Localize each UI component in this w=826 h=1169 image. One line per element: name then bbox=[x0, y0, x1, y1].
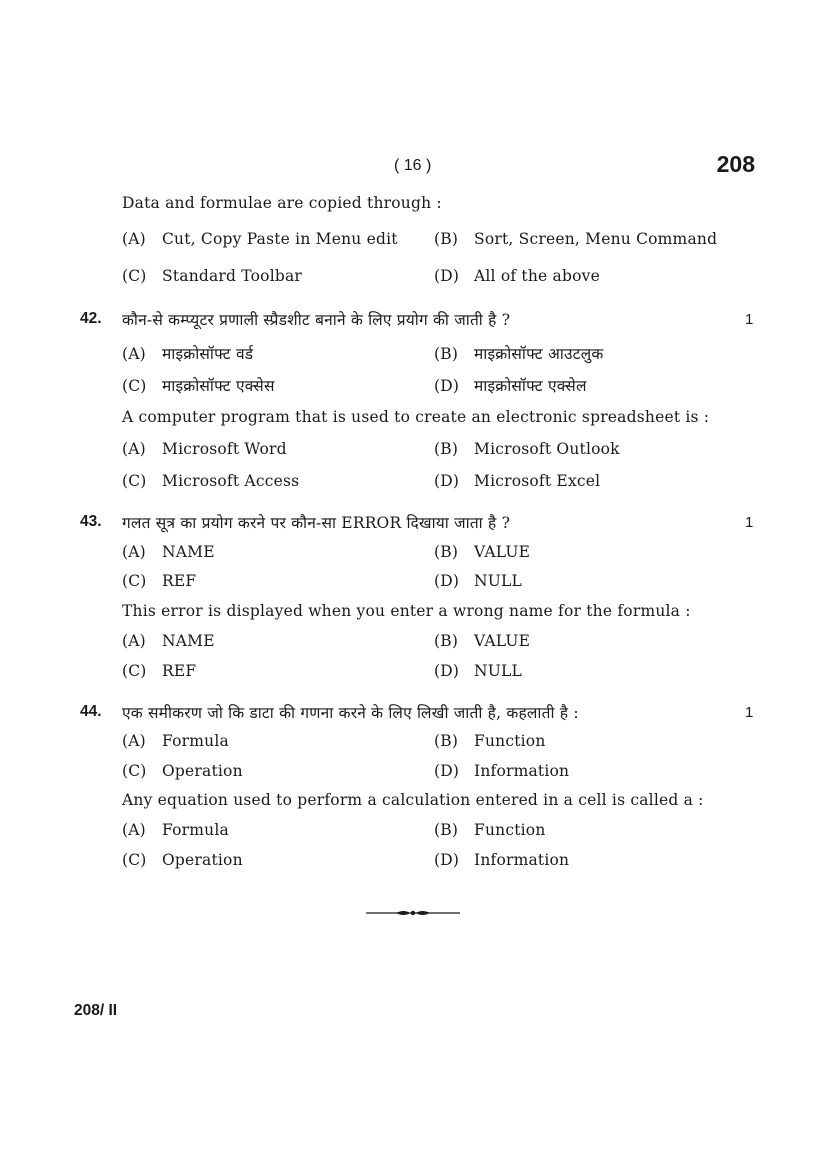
option-label: (A) bbox=[122, 230, 146, 248]
option-label: (A) bbox=[122, 632, 146, 650]
q44-option-b-hi bbox=[434, 732, 546, 750]
option-text: Information bbox=[474, 762, 570, 780]
option-label: (B) bbox=[434, 632, 459, 650]
q42-question-english: A computer program that is used to create an electronic spreadsheet is : bbox=[122, 408, 710, 426]
option-text: REF bbox=[162, 572, 197, 590]
ornamental-divider bbox=[366, 906, 460, 920]
option-text: माइक्रोसॉफ्ट एक्सेस bbox=[162, 377, 275, 395]
q44-marks: 1 bbox=[745, 704, 754, 721]
option-label: (B) bbox=[434, 230, 459, 248]
option-label: (D) bbox=[434, 662, 460, 680]
q43-question-english: This error is displayed when you enter a wrong name for the formula : bbox=[122, 602, 691, 620]
option-text: Microsoft Word bbox=[162, 440, 287, 458]
option-label: (D) bbox=[434, 851, 460, 869]
q44-option-c-en bbox=[122, 851, 243, 869]
q44-option-d-hi bbox=[434, 762, 569, 780]
q43-option-c-en bbox=[122, 662, 196, 680]
option-text: Function bbox=[474, 821, 546, 839]
option-text: VALUE bbox=[474, 543, 531, 561]
option-text: VALUE bbox=[474, 632, 531, 650]
q44-option-d-en bbox=[434, 851, 569, 869]
option-text: Formula bbox=[162, 732, 229, 750]
q43-option-a-en bbox=[122, 632, 215, 650]
q41-option-a-en bbox=[122, 230, 398, 248]
option-label: (D) bbox=[434, 572, 460, 590]
page-number: ( 16 ) bbox=[394, 157, 432, 174]
option-label: (A) bbox=[122, 440, 146, 458]
option-label: (D) bbox=[434, 472, 460, 490]
option-text: माइक्रोसॉफ्ट वर्ड bbox=[162, 345, 254, 363]
option-text: Cut, Copy Paste in Menu edit bbox=[162, 230, 398, 248]
q41-option-b-en bbox=[434, 230, 717, 248]
option-text: NULL bbox=[474, 662, 523, 680]
option-label: (B) bbox=[434, 543, 459, 561]
q44-option-a-hi bbox=[122, 732, 229, 750]
q43-option-d-hi bbox=[434, 572, 522, 590]
option-text: All of the above bbox=[474, 267, 600, 285]
q44-question-hindi: एक समीकरण जो कि डाटा की गणना करने के लिए लिखी जाती है, कहलाती है : bbox=[122, 704, 579, 722]
q42-option-d-en bbox=[434, 472, 600, 490]
q42-question-hindi: कौन-से कम्प्यूटर प्रणाली स्प्रैडशीट बनाने के लिए प्रयोग की जाती है ? bbox=[122, 311, 511, 329]
paper-code: 208 bbox=[716, 151, 755, 177]
option-label: (B) bbox=[434, 821, 459, 839]
q43-number: 43. bbox=[80, 513, 102, 530]
q42-option-b-hi bbox=[434, 342, 604, 364]
option-text: Sort, Screen, Menu Command bbox=[474, 230, 718, 248]
option-label: (C) bbox=[122, 572, 147, 590]
option-label: (D) bbox=[434, 267, 460, 285]
option-label: (A) bbox=[122, 732, 146, 750]
option-label: (A) bbox=[122, 543, 146, 561]
q43-option-a-hi bbox=[122, 543, 215, 561]
option-label: (B) bbox=[434, 732, 459, 750]
option-text: NAME bbox=[162, 543, 215, 561]
option-label: (C) bbox=[122, 662, 147, 680]
option-text: NAME bbox=[162, 632, 215, 650]
q41-question-english: Data and formulae are copied through : bbox=[122, 194, 442, 212]
option-label: (B) bbox=[434, 440, 459, 458]
option-label: (D) bbox=[434, 377, 460, 395]
q44-question-english: Any equation used to perform a calculation entered in a cell is called a : bbox=[122, 791, 704, 809]
q43-option-c-hi bbox=[122, 572, 196, 590]
q44-option-b-en bbox=[434, 821, 546, 839]
q41-option-d-en bbox=[434, 267, 600, 285]
q42-option-a-en bbox=[122, 440, 287, 458]
q41-option-c-en bbox=[122, 267, 302, 285]
q43-option-b-en bbox=[434, 632, 530, 650]
q42-option-c-hi bbox=[122, 374, 275, 396]
option-text: माइक्रोसॉफ्ट आउटलुक bbox=[474, 345, 604, 363]
q43-option-d-en bbox=[434, 662, 522, 680]
q42-number: 42. bbox=[80, 310, 102, 327]
option-label: (D) bbox=[434, 762, 460, 780]
option-text: Microsoft Access bbox=[162, 472, 300, 490]
q44-number: 44. bbox=[80, 703, 102, 720]
q43-option-b-hi bbox=[434, 543, 530, 561]
option-text: NULL bbox=[474, 572, 523, 590]
option-label: (C) bbox=[122, 267, 147, 285]
q42-option-d-hi bbox=[434, 374, 587, 396]
q42-marks: 1 bbox=[745, 311, 754, 328]
option-text: Microsoft Excel bbox=[474, 472, 601, 490]
q42-option-c-en bbox=[122, 472, 299, 490]
option-text: Operation bbox=[162, 762, 243, 780]
option-text: REF bbox=[162, 662, 197, 680]
option-label: (B) bbox=[434, 345, 459, 363]
q43-question-hindi: गलत सूत्र का प्रयोग करने पर कौन-सा ERROR दिखाया जाता है ? bbox=[122, 514, 511, 532]
option-label: (A) bbox=[122, 345, 146, 363]
option-label: (C) bbox=[122, 472, 147, 490]
q42-option-b-en bbox=[434, 440, 620, 458]
footer-paper-code: 208/ II bbox=[74, 1002, 118, 1019]
option-label: (C) bbox=[122, 762, 147, 780]
q44-option-a-en bbox=[122, 821, 229, 839]
option-text: Formula bbox=[162, 821, 229, 839]
option-label: (C) bbox=[122, 851, 147, 869]
q44-option-c-hi bbox=[122, 762, 243, 780]
option-text: Operation bbox=[162, 851, 243, 869]
option-text: Information bbox=[474, 851, 570, 869]
option-text: Microsoft Outlook bbox=[474, 440, 620, 458]
q42-option-a-hi bbox=[122, 342, 253, 364]
option-label: (C) bbox=[122, 377, 147, 395]
option-text: Standard Toolbar bbox=[162, 267, 303, 285]
option-label: (A) bbox=[122, 821, 146, 839]
q43-marks: 1 bbox=[745, 514, 754, 531]
option-text: Function bbox=[474, 732, 546, 750]
option-text: माइक्रोसॉफ्ट एक्सेल bbox=[474, 377, 587, 395]
